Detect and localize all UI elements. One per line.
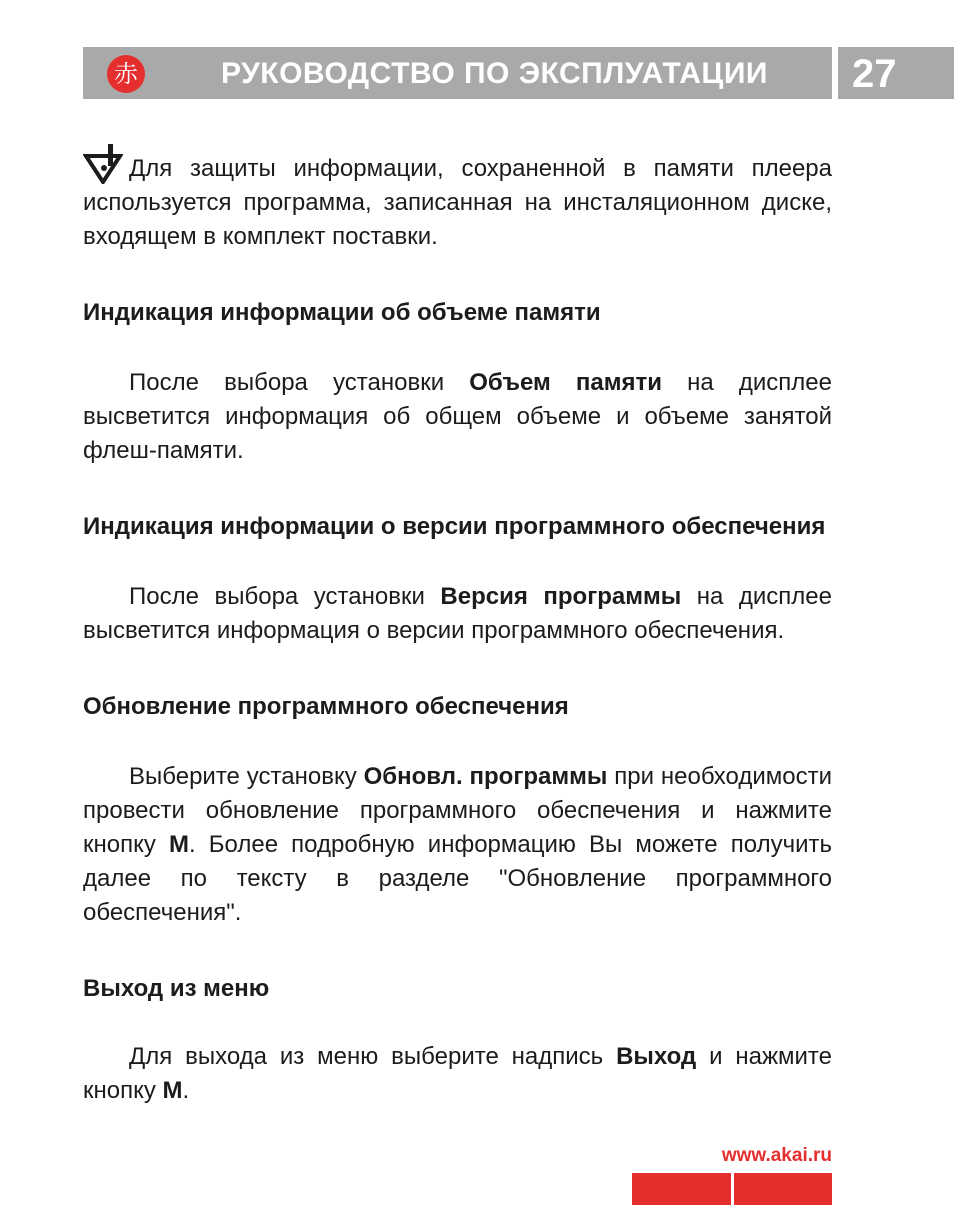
warning-triangle-icon xyxy=(83,144,123,184)
section-paragraph-update: Выберите установку Обновл. программы при необходимости провести обновление программного обеспечения и нажмите кнопку M. Более подробную информацию Вы можете получить далее по тексту в разделе "Обновление программного обеспечения". xyxy=(83,763,832,926)
button-name: M xyxy=(162,1077,183,1104)
page-title: РУКОВОДСТВО ПО ЭКСПЛУАТАЦИИ xyxy=(221,57,768,90)
page-number: 27 xyxy=(852,52,897,96)
akai-logo-icon xyxy=(106,54,146,94)
section-heading-memory: Индикация информации об объеме памяти xyxy=(83,299,601,326)
setting-name: Версия программы xyxy=(440,583,682,610)
section-heading-version: Индикация информации о версии программного обеспечения xyxy=(83,513,826,540)
note-paragraph xyxy=(83,144,832,254)
setting-name: Выход xyxy=(616,1043,697,1070)
setting-name: Обновл. программы xyxy=(363,763,608,790)
footer-bar xyxy=(734,1173,832,1205)
note-text: Для защиты информации, сохраненной в памяти плеера используется программа, записанная на инсталяционном диске, входящем в комплект поставки. xyxy=(83,155,832,250)
section-paragraph-exit: Для выхода из меню выберите надпись Выход и нажмите кнопку M. xyxy=(83,1043,832,1104)
section-paragraph-version: После выбора установки Версия программы на дисплее высветится информация о версии программного обеспечения. xyxy=(83,583,832,644)
footer-bar xyxy=(632,1173,731,1205)
section-heading-update: Обновление программного обеспечения xyxy=(83,693,569,720)
svg-text:赤: 赤 xyxy=(114,60,138,88)
button-name: M xyxy=(168,831,189,858)
setting-name: Объем памяти xyxy=(469,369,662,396)
section-heading-exit: Выход из меню xyxy=(83,975,270,1002)
footer-url: www.akai.ru xyxy=(721,1145,832,1166)
section-paragraph-memory: После выбора установки Объем памяти на дисплее высветится информация об общем объеме и объеме занятой флеш-памяти. xyxy=(83,369,832,464)
page-content xyxy=(83,144,832,1108)
